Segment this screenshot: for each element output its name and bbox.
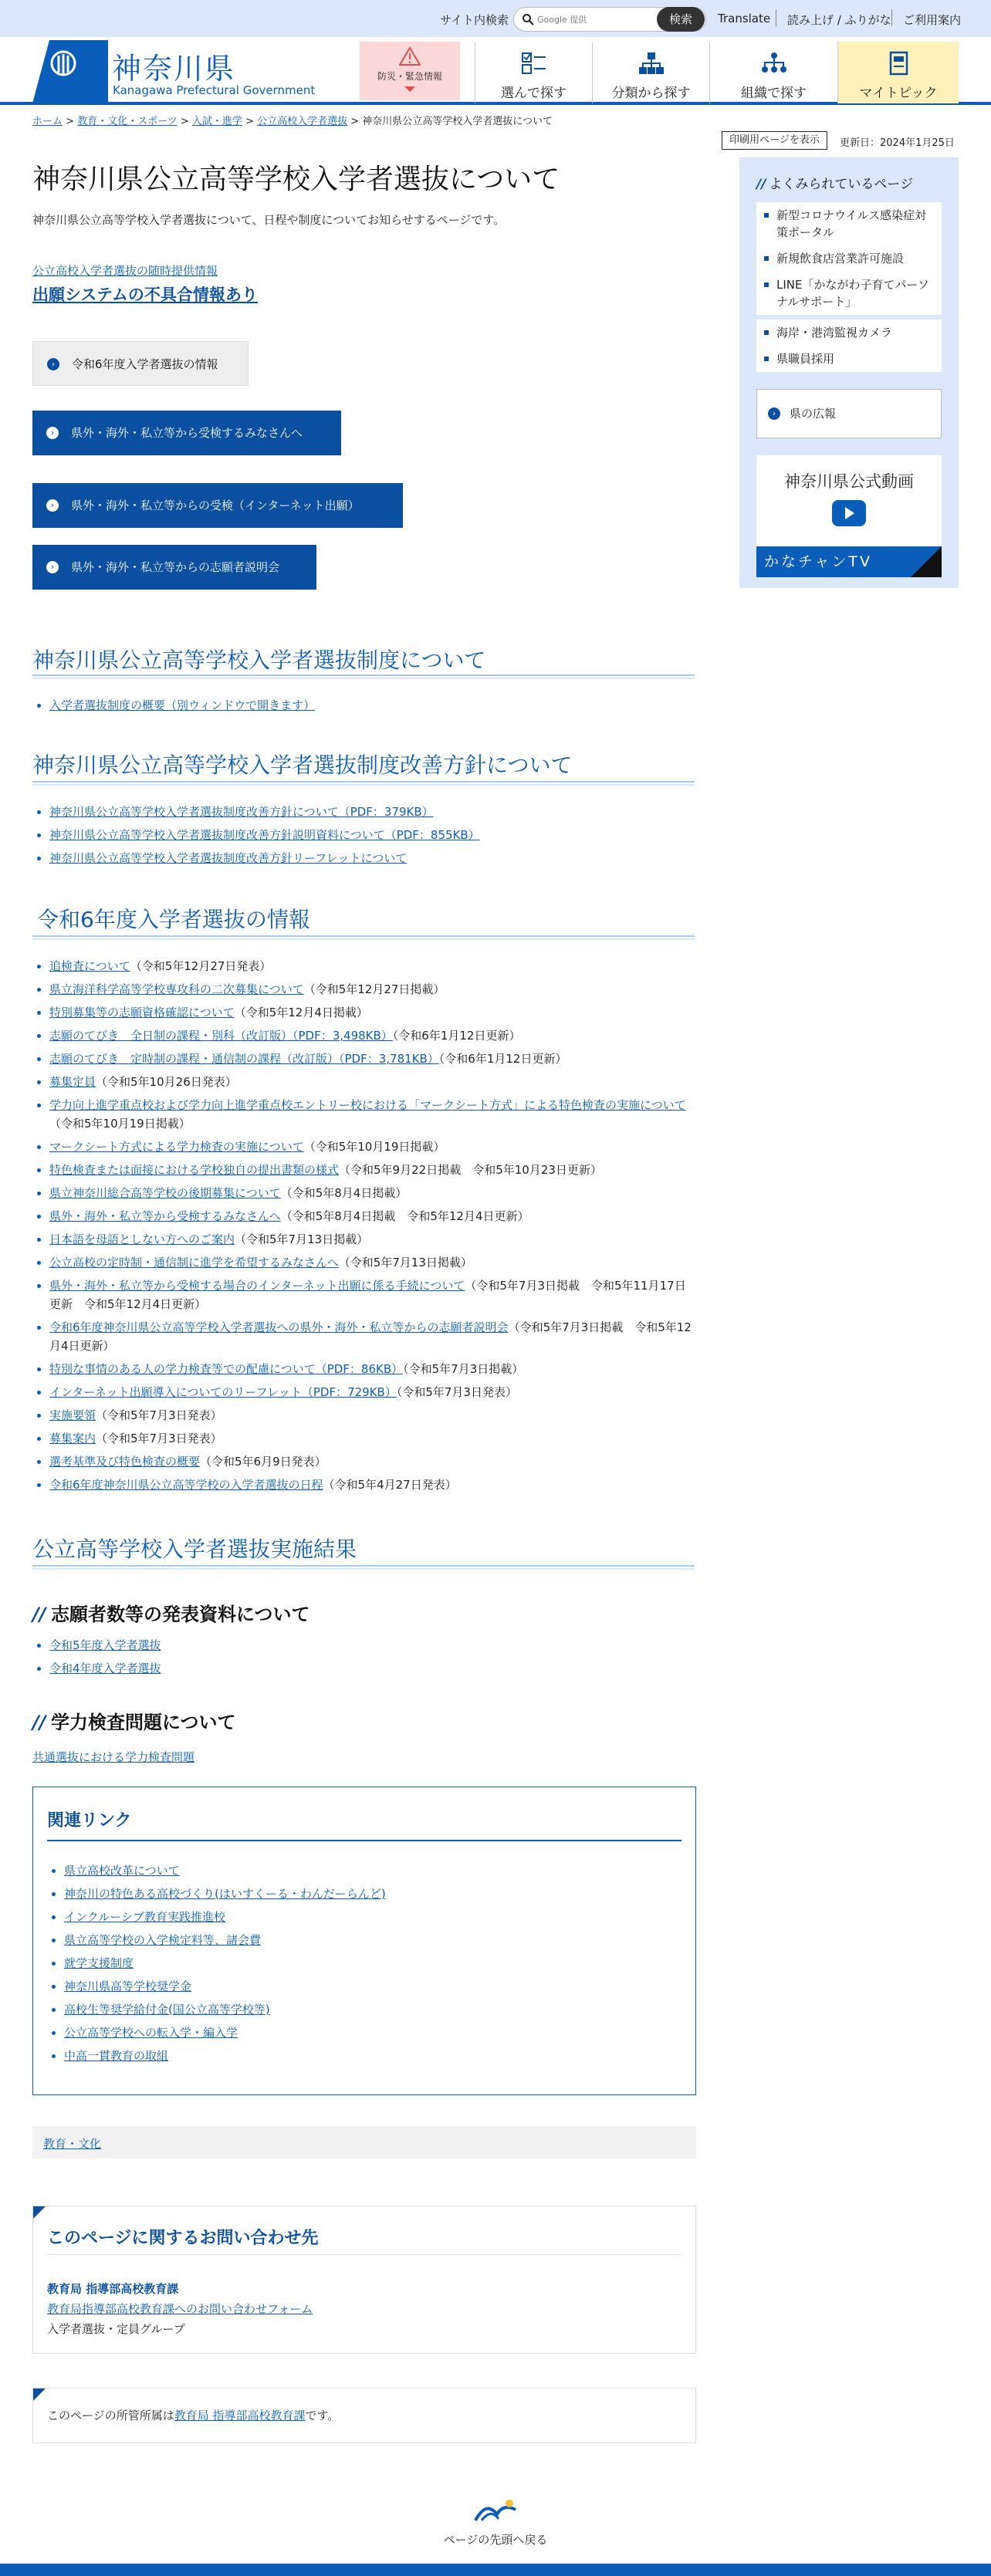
list-item	[47, 1977, 665, 1996]
exam-problems-link[interactable]: 共通選抜における学力検査問題	[32, 1750, 195, 1764]
link-list	[32, 803, 696, 872]
list-item	[47, 1954, 665, 1973]
list-link[interactable]: 選考基準及び特色検査の概要	[49, 1455, 201, 1469]
list-link[interactable]: 令和5年度入学者選抜	[49, 1638, 161, 1652]
subsection-heading	[32, 1707, 236, 1734]
heading-underline	[32, 781, 695, 786]
video-title: 神奈川県公式動画	[784, 472, 914, 491]
list-link[interactable]: 県外・海外・私立等から受検するみなさんへ	[49, 1209, 281, 1223]
site-search-label: サイト内検索	[440, 13, 509, 27]
sidebar-item[interactable]: 県職員採用	[756, 346, 942, 373]
list-item	[47, 1931, 665, 1949]
top-utility-bar	[0, 0, 991, 37]
nav-label: 選んで探す	[501, 86, 567, 101]
list-note: （令和5年7月3日発表）	[96, 1432, 222, 1445]
corner-arrow-icon	[911, 546, 942, 577]
list-link[interactable]: 神奈川県公立高等学校入学者選抜制度改善方針について（PDF：379KB）	[49, 805, 434, 819]
list-link[interactable]: 募集定員	[49, 1075, 96, 1089]
tv-label: かなチャンTV	[764, 553, 873, 570]
list-link[interactable]: 実施要領	[49, 1408, 96, 1422]
current-year-info-button[interactable]	[32, 341, 249, 386]
sidebar-item[interactable]: 新型コロナウイルス感染症対策ポータル	[756, 202, 942, 246]
list-item	[32, 1026, 696, 1045]
sidebar-title	[756, 173, 913, 192]
related-link[interactable]: 神奈川の特色ある高校づくり(はいすくーる・わんだーらんど)	[64, 1887, 386, 1901]
site-header	[0, 37, 991, 105]
back-to-top-link[interactable]	[432, 2497, 559, 2547]
list-item	[32, 957, 696, 975]
hierarchy-icon	[638, 51, 665, 76]
play-icon	[832, 500, 866, 526]
usage-guide-link[interactable]: ご利用案内	[903, 13, 962, 27]
owner-text	[47, 2407, 339, 2423]
breadcrumb-link[interactable]: 教育・文化・スポーツ	[77, 116, 178, 127]
system-issue-link[interactable]: 出願システムの不具合情報あり	[32, 286, 258, 304]
list-item	[32, 849, 696, 867]
out-of-prefecture-button[interactable]	[32, 411, 341, 455]
list-link[interactable]: 入学者選抜制度の概要（別ウィンドウで開きます）	[49, 698, 316, 712]
list-item	[47, 2047, 665, 2065]
list-link[interactable]: 学力向上進学重点校および学力向上進学重点校エントリー校における「マークシート方式」による特色検査の実施について	[49, 1098, 686, 1112]
list-link[interactable]: 令和6年度神奈川県公立高等学校の入学者選抜の日程	[49, 1478, 323, 1492]
chevron-down-icon	[404, 86, 415, 92]
read-aloud-link[interactable]: 読み上げ / ふりがな	[787, 13, 891, 27]
sidebar	[739, 157, 959, 588]
search-input[interactable]	[537, 12, 653, 26]
arrow-right-icon: ›	[47, 358, 59, 370]
list-link[interactable]: 県立神奈川総合高等学校の後期募集について	[49, 1186, 281, 1200]
list-item	[32, 1659, 696, 1678]
sidebar-item[interactable]: 新規飲食店営業許可施設	[756, 245, 942, 272]
list-item	[32, 1230, 696, 1249]
list-item	[32, 1207, 696, 1225]
list-item	[32, 1636, 696, 1655]
button-label: 県外・海外・私立等からの受検（インターネット出願）	[71, 499, 360, 512]
wave-icon	[472, 2497, 519, 2524]
list-note: （令和5年7月3日掲載 令和5年11月17日更新 令和5年12月4日更新）	[49, 1279, 686, 1311]
list-item	[32, 1096, 696, 1133]
back-to-top-label: ページの先頭へ戻る	[443, 2533, 548, 2547]
list-note: （令和5年7月3日発表）	[96, 1408, 222, 1422]
list-link[interactable]: 県立海洋科学高等学校専攻科の二次募集について	[49, 982, 304, 996]
breadcrumb-link[interactable]: ホーム	[32, 116, 63, 127]
section-heading: 神奈川県公立高等学校入学者選抜制度について	[32, 647, 486, 673]
lead-text: 神奈川県公立高等学校入学者選抜について、日程や制度についてお知らせするページです。	[32, 213, 506, 227]
logo-title[interactable]: 神奈川県	[112, 52, 236, 86]
list-note: （令和5年7月13日掲載）	[338, 1256, 472, 1269]
related-link-list	[47, 1861, 665, 2070]
list-note: （令和5年7月3日掲載）	[403, 1362, 524, 1376]
breadcrumb-link[interactable]: 公立高校入学者選抜	[257, 116, 348, 127]
list-item	[47, 1861, 665, 1880]
related-link[interactable]: 就学支援制度	[64, 1956, 134, 1970]
print-button[interactable]: 印刷用ページを表示	[722, 131, 827, 150]
related-link[interactable]: インクルーシブ教育実践推進校	[64, 1910, 225, 1924]
translate-link[interactable]: Translate	[718, 12, 771, 25]
info-link[interactable]: 公立高校入学者選抜の随時提供情報	[32, 264, 218, 278]
updated-date: 更新日：2024年1月25日	[840, 137, 955, 149]
corner-decoration	[33, 2206, 46, 2219]
heading-underline	[32, 1565, 695, 1570]
divider	[891, 9, 892, 26]
warning-icon	[399, 46, 421, 66]
list-item	[47, 2023, 665, 2042]
owner-prefix: このページの所管所属は	[47, 2409, 174, 2422]
breadcrumb-separator: >	[180, 116, 189, 127]
nav-label: 組織で探す	[741, 86, 807, 101]
emergency-label: 防災・緊急情報	[377, 71, 442, 82]
organization-icon	[760, 51, 788, 76]
notebook-icon	[884, 51, 912, 76]
breadcrumb-link[interactable]: 入試・進学	[191, 116, 242, 127]
button-label: 令和6年度入学者選抜の情報	[72, 357, 218, 371]
related-link[interactable]: 県立高校改革について	[64, 1864, 180, 1878]
arrow-right-icon: ›	[768, 407, 780, 420]
nav-label: 分類から探す	[611, 86, 691, 101]
nav-category-search[interactable]	[592, 42, 709, 103]
list-item	[47, 1885, 665, 1903]
list-note: （令和5年7月3日発表）	[396, 1385, 517, 1399]
list-item	[32, 1276, 696, 1313]
list-link[interactable]: 特色検査または面接における学校独自の提出書類の様式	[49, 1163, 340, 1177]
list-link[interactable]: 日本語を母語としない方へのご案内	[49, 1232, 235, 1246]
list-link[interactable]: 志願のてびき 定時制の課程・通信制の課程（改訂版）（PDF：3,781KB）	[49, 1052, 439, 1066]
section-heading: 公立高等学校入学者選抜実施結果	[32, 1536, 357, 1562]
inquiry-form-link[interactable]: 教育局指導部高校教育課へのお問い合わせフォーム	[47, 2302, 313, 2316]
list-link[interactable]: 神奈川県公立高等学校入学者選抜制度改善方針リーフレットについて	[49, 851, 408, 865]
search-icon	[522, 13, 534, 25]
list-link[interactable]: 令和6年度神奈川県公立高等学校入学者選抜への県外・海外・私立等からの志願者説明会	[49, 1320, 509, 1334]
owner-dept-link[interactable]: 教育局 指導部高校教育課	[174, 2409, 306, 2422]
list-link[interactable]: インターネット出願導入についてのリーフレット（PDF：729KB）	[49, 1385, 397, 1399]
list-link[interactable]: 公立高校の定時制・通信制に進学を希望するみなさんへ	[49, 1256, 339, 1269]
list-note: （令和5年10月26日発表）	[96, 1075, 237, 1089]
list-item	[32, 1003, 696, 1022]
list-item	[32, 1161, 696, 1179]
list-item	[32, 1073, 696, 1091]
list-item	[47, 1908, 665, 1926]
official-video-banner[interactable]	[756, 455, 942, 577]
category-box	[32, 2126, 696, 2158]
list-item	[47, 2000, 665, 2019]
button-label: 県外・海外・私立等からの志願者説明会	[71, 560, 280, 574]
sidebar-item[interactable]: LINE「かながわ子育てパーソナルサポート」	[756, 272, 942, 316]
heading-underline	[32, 674, 695, 679]
breadcrumb-separator: >	[66, 116, 75, 127]
arrow-right-icon: ›	[46, 561, 59, 573]
list-link[interactable]: 募集案内	[49, 1432, 96, 1445]
list-item	[32, 1360, 696, 1378]
related-link[interactable]: 中高一貫教育の取組	[64, 2049, 169, 2063]
list-link[interactable]: マークシート方式による学力検査の実施について	[49, 1140, 304, 1154]
search-button[interactable]: 検索	[657, 7, 705, 32]
related-link[interactable]: 公立高等学校への転入学・編入学	[64, 2026, 238, 2040]
breadcrumb-separator: >	[245, 116, 254, 127]
emergency-info-button[interactable]	[360, 42, 460, 100]
nav-label: マイトピック	[859, 86, 938, 101]
kanachan-tv-banner	[756, 546, 942, 577]
related-link[interactable]: 県立高等学校の入学検定料等、諸会費	[64, 1933, 262, 1947]
owner-suffix: です。	[305, 2409, 340, 2422]
list-link[interactable]: 追検査について	[49, 959, 130, 973]
nav-mytopic[interactable]	[837, 42, 959, 103]
pr-link[interactable]	[756, 389, 942, 438]
department-name: 教育局 指導部高校教育課	[47, 2282, 179, 2296]
applicant-briefing-button[interactable]	[32, 545, 316, 590]
checklist-icon	[520, 51, 548, 76]
list-note: （令和5年8月4日掲載 令和5年12月4日更新）	[280, 1209, 529, 1223]
slash-icon: //	[32, 1604, 46, 1625]
section-heading: 神奈川県公立高等学校入学者選抜制度改善方針について	[32, 752, 573, 778]
page-title: 神奈川県公立高等学校入学者選抜について	[32, 164, 560, 195]
corner-decoration	[33, 2388, 46, 2401]
list-item	[32, 1452, 696, 1471]
related-links-box	[32, 1787, 696, 2095]
contact-box	[32, 2206, 696, 2354]
announcement-list	[32, 957, 696, 1499]
internet-application-button[interactable]	[32, 483, 403, 528]
slash-icon: //	[756, 177, 766, 192]
sidebar-title-text: よくみられているページ	[769, 177, 914, 192]
list-item	[32, 826, 696, 844]
divider	[47, 1840, 682, 1841]
list-note: （令和5年9月22日掲載 令和5年10月23日更新）	[339, 1163, 602, 1177]
list-note: （令和5年12月4日掲載）	[234, 1006, 368, 1019]
subsection-title: 志願者数等の発表資料について	[51, 1604, 310, 1625]
breadcrumb-current: 神奈川県公立高等学校入学者選抜について	[362, 116, 553, 127]
list-note: （令和5年12月27日発表）	[130, 959, 272, 973]
list-note: （令和5年6月9日発表）	[200, 1455, 326, 1469]
related-links-title: 関連リンク	[47, 1811, 132, 1831]
list-note: （令和5年10月19日掲載）	[49, 1117, 191, 1131]
owner-box	[32, 2388, 696, 2443]
list-item	[32, 1476, 696, 1494]
list-item	[32, 1050, 696, 1068]
heading-underline	[32, 935, 695, 940]
list-link[interactable]: 特別募集等の志願資格確認について	[49, 1006, 235, 1019]
related-link[interactable]: 神奈川県高等学校奨学金	[64, 1979, 192, 1993]
list-note: （令和5年7月3日掲載 令和5年12月4日更新）	[49, 1320, 692, 1353]
related-link[interactable]: 高校生等奨学給付金(国公立高等学校等)	[64, 2003, 270, 2017]
list-link[interactable]: 県外・海外・私立等から受検する場合のインターネット出願に係る手続について	[49, 1279, 465, 1293]
list-item	[32, 1429, 696, 1448]
pr-label: 県の広報	[790, 407, 837, 421]
list-note: （令和5年8月4日掲載）	[280, 1186, 408, 1200]
list-item	[32, 696, 696, 715]
link-list	[32, 696, 696, 719]
nav-organization-search[interactable]	[709, 42, 837, 103]
list-item	[32, 1138, 696, 1156]
link-list	[32, 1636, 696, 1682]
list-item	[32, 1184, 696, 1202]
divider	[47, 2254, 682, 2255]
arrow-right-icon: ›	[46, 427, 59, 439]
list-note: （令和5年12月27日掲載）	[303, 982, 445, 996]
list-item	[32, 1318, 696, 1355]
group-name: 入学者選抜・定員グループ	[47, 2322, 185, 2336]
breadcrumb-separator: >	[350, 116, 360, 127]
list-note: （令和6年1月12日更新）	[392, 1029, 521, 1043]
subsection-title: 学力検査問題について	[51, 1712, 236, 1733]
button-label: 県外・海外・私立等から受検するみなさんへ	[71, 426, 303, 440]
list-item	[32, 1383, 696, 1401]
breadcrumb	[32, 113, 553, 127]
list-link[interactable]: 特別な事情のある人の学力検査等での配慮について（PDF：86KB）	[49, 1362, 404, 1376]
slash-icon: //	[32, 1712, 46, 1733]
nav-select-search[interactable]	[475, 42, 592, 103]
footer-bar	[0, 2564, 991, 2576]
list-link[interactable]: 神奈川県公立高等学校入学者選抜制度改善方針説明資料について（PDF：855KB）	[49, 828, 480, 842]
list-note: （令和5年10月19日掲載）	[303, 1140, 445, 1154]
sidebar-item[interactable]: 海岸・港湾監視カメラ	[756, 319, 942, 347]
prefecture-logo-icon[interactable]	[32, 40, 108, 103]
list-item	[32, 1253, 696, 1272]
list-note: （令和5年4月27日発表）	[323, 1478, 457, 1492]
logo-subtitle[interactable]: Kanagawa Prefectural Government	[113, 83, 316, 97]
list-note: （令和6年1月12日更新）	[438, 1052, 567, 1066]
list-item	[32, 1406, 696, 1425]
list-item	[32, 980, 696, 999]
list-link[interactable]: 令和4年度入学者選抜	[49, 1662, 161, 1675]
list-note: （令和5年7月13日掲載）	[235, 1232, 369, 1246]
contact-title: このページに関するお問い合わせ先	[47, 2229, 319, 2248]
subsection-heading	[32, 1599, 310, 1626]
category-link[interactable]: 教育・文化	[43, 2137, 102, 2151]
list-item	[32, 803, 696, 821]
section-heading: 令和6年度入学者選抜の情報	[37, 907, 310, 932]
arrow-right-icon: ›	[46, 499, 59, 512]
list-link[interactable]: 志願のてびき 全日制の課程・別科（改訂版）（PDF：3,498KB）	[49, 1029, 393, 1043]
